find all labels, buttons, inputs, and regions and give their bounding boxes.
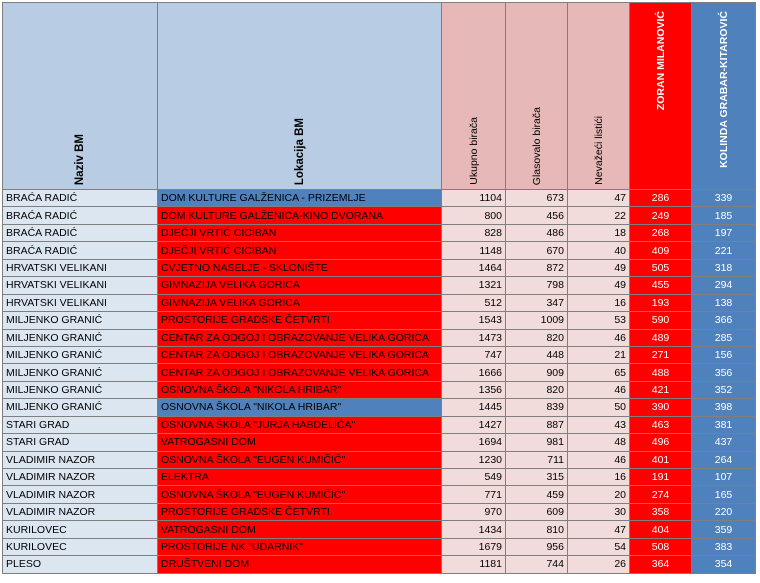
cell-glasovalo: 820 (506, 381, 568, 398)
cell-lokacija: CENTAR ZA ODGOJ I OBRAZOVANJE VELIKA GORICA (158, 329, 442, 346)
cell-kitarovic: 356 (692, 364, 756, 381)
header-naziv (3, 3, 158, 190)
cell-naziv: VLADIMIR NAZOR (3, 469, 158, 486)
cell-glasovalo: 956 (506, 538, 568, 555)
cell-ukupno: 747 (442, 346, 506, 363)
header-naziv-label: Naziv BM (74, 133, 86, 185)
cell-milanovic: 590 (630, 312, 692, 329)
cell-milanovic: 249 (630, 207, 692, 224)
cell-glasovalo: 448 (506, 346, 568, 363)
cell-ukupno: 1104 (442, 190, 506, 207)
header-nevazeci-label: Nevažeći listići (592, 116, 605, 185)
cell-naziv: BRAĆA RADIĆ (3, 242, 158, 259)
cell-glasovalo: 670 (506, 242, 568, 259)
cell-nevazeci: 49 (568, 277, 630, 294)
cell-glasovalo: 909 (506, 364, 568, 381)
cell-kitarovic: 264 (692, 451, 756, 468)
cell-ukupno: 1230 (442, 451, 506, 468)
cell-milanovic: 390 (630, 399, 692, 416)
cell-naziv: MILJENKO GRANIĆ (3, 364, 158, 381)
cell-kitarovic: 366 (692, 312, 756, 329)
cell-kitarovic: 318 (692, 259, 756, 276)
cell-ukupno: 1464 (442, 259, 506, 276)
cell-nevazeci: 46 (568, 451, 630, 468)
cell-milanovic: 455 (630, 277, 692, 294)
cell-lokacija: ELEKTRA (158, 469, 442, 486)
cell-nevazeci: 26 (568, 556, 630, 573)
cell-naziv: HRVATSKI VELIKANI (3, 259, 158, 276)
cell-kitarovic: 197 (692, 224, 756, 241)
cell-nevazeci: 54 (568, 538, 630, 555)
table-row (3, 434, 756, 451)
cell-naziv: HRVATSKI VELIKANI (3, 294, 158, 311)
cell-milanovic: 463 (630, 416, 692, 433)
cell-milanovic: 404 (630, 521, 692, 538)
cell-glasovalo: 810 (506, 521, 568, 538)
cell-naziv: BRAĆA RADIĆ (3, 190, 158, 207)
table-row (3, 224, 756, 241)
table-row (3, 451, 756, 468)
cell-naziv: KURILOVEC (3, 538, 158, 555)
cell-kitarovic: 437 (692, 434, 756, 451)
header-ukupno-label: Ukupno birača (467, 117, 480, 185)
table-row (3, 242, 756, 259)
cell-nevazeci: 30 (568, 503, 630, 520)
cell-ukupno: 1445 (442, 399, 506, 416)
table-row (3, 486, 756, 503)
cell-milanovic: 268 (630, 224, 692, 241)
cell-lokacija: DOM KULTURE GALŽENICA-KINO DVORANA (158, 207, 442, 224)
cell-lokacija: GIMNAZIJA VELIKA GORICA (158, 277, 442, 294)
cell-ukupno: 1321 (442, 277, 506, 294)
cell-lokacija: OSNOVNA ŠKOLA "EUGEN KUMIČIĆ" (158, 486, 442, 503)
cell-ukupno: 1473 (442, 329, 506, 346)
cell-glasovalo: 347 (506, 294, 568, 311)
cell-lokacija: DJEČJI VRTIĆ CICIBAN (158, 224, 442, 241)
cell-glasovalo: 711 (506, 451, 568, 468)
header-glasovalo (506, 3, 568, 190)
header-glasovalo-label: Glasovalo birača (530, 106, 543, 185)
cell-milanovic: 508 (630, 538, 692, 555)
cell-nevazeci: 43 (568, 416, 630, 433)
cell-milanovic: 505 (630, 259, 692, 276)
table-row (3, 346, 756, 363)
cell-glasovalo: 673 (506, 190, 568, 207)
cell-milanovic: 409 (630, 242, 692, 259)
cell-milanovic: 286 (630, 190, 692, 207)
table-row (3, 556, 756, 573)
cell-lokacija: PROSTORIJE GRADSKE ČETVRTI (158, 312, 442, 329)
cell-naziv: MILJENKO GRANIĆ (3, 312, 158, 329)
results-body (3, 190, 756, 574)
cell-ukupno: 1543 (442, 312, 506, 329)
table-row (3, 399, 756, 416)
cell-naziv: MILJENKO GRANIĆ (3, 346, 158, 363)
table-row (3, 469, 756, 486)
cell-glasovalo: 887 (506, 416, 568, 433)
table-row (3, 538, 756, 555)
cell-lokacija: PROSTORIJE GRADSKE ČETVRTI (158, 503, 442, 520)
cell-naziv: MILJENKO GRANIĆ (3, 329, 158, 346)
cell-lokacija: CVJETNO NASELJE - SKLONIŠTE (158, 259, 442, 276)
cell-kitarovic: 294 (692, 277, 756, 294)
cell-milanovic: 358 (630, 503, 692, 520)
table-row (3, 381, 756, 398)
header-kitarovic (692, 3, 756, 190)
cell-kitarovic: 220 (692, 503, 756, 520)
table-row (3, 329, 756, 346)
cell-nevazeci: 21 (568, 346, 630, 363)
cell-lokacija: DJEČJI VRTIĆ CICIBAN (158, 242, 442, 259)
cell-glasovalo: 981 (506, 434, 568, 451)
cell-nevazeci: 16 (568, 294, 630, 311)
header-lokacija-label: Lokacija BM (293, 117, 306, 185)
cell-kitarovic: 138 (692, 294, 756, 311)
cell-glasovalo: 1009 (506, 312, 568, 329)
cell-kitarovic: 165 (692, 486, 756, 503)
cell-naziv: KURILOVEC (3, 521, 158, 538)
cell-glasovalo: 839 (506, 399, 568, 416)
cell-kitarovic: 185 (692, 207, 756, 224)
cell-ukupno: 1666 (442, 364, 506, 381)
cell-ukupno: 1356 (442, 381, 506, 398)
cell-naziv: BRAĆA RADIĆ (3, 207, 158, 224)
header-ukupno (442, 3, 506, 190)
cell-milanovic: 401 (630, 451, 692, 468)
table-row (3, 521, 756, 538)
cell-kitarovic: 156 (692, 346, 756, 363)
cell-lokacija: OSNOVNA ŠKOLA "NIKOLA HRIBAR" (158, 381, 442, 398)
cell-glasovalo: 459 (506, 486, 568, 503)
cell-lokacija: VATROGASNI DOM (158, 434, 442, 451)
cell-ukupno: 1181 (442, 556, 506, 573)
cell-kitarovic: 398 (692, 399, 756, 416)
cell-naziv: VLADIMIR NAZOR (3, 503, 158, 520)
cell-milanovic: 496 (630, 434, 692, 451)
cell-kitarovic: 285 (692, 329, 756, 346)
cell-nevazeci: 47 (568, 521, 630, 538)
cell-kitarovic: 359 (692, 521, 756, 538)
table-row (3, 259, 756, 276)
cell-nevazeci: 47 (568, 190, 630, 207)
cell-kitarovic: 354 (692, 556, 756, 573)
cell-kitarovic: 339 (692, 190, 756, 207)
cell-naziv: BRAĆA RADIĆ (3, 224, 158, 241)
cell-nevazeci: 18 (568, 224, 630, 241)
cell-nevazeci: 16 (568, 469, 630, 486)
cell-lokacija: CENTAR ZA ODGOJ I OBRAZOVANJE VELIKA GORICA (158, 364, 442, 381)
cell-nevazeci: 49 (568, 259, 630, 276)
cell-ukupno: 1694 (442, 434, 506, 451)
cell-glasovalo: 609 (506, 503, 568, 520)
cell-milanovic: 488 (630, 364, 692, 381)
cell-glasovalo: 744 (506, 556, 568, 573)
cell-naziv: STARI GRAD (3, 434, 158, 451)
table-row (3, 364, 756, 381)
cell-nevazeci: 48 (568, 434, 630, 451)
cell-ukupno: 828 (442, 224, 506, 241)
header-kitarovic-label: KOLINDA GRABAR-KITAROVIĆ (717, 11, 730, 168)
cell-naziv: VLADIMIR NAZOR (3, 451, 158, 468)
results-table (2, 2, 756, 574)
cell-nevazeci: 20 (568, 486, 630, 503)
cell-nevazeci: 50 (568, 399, 630, 416)
cell-lokacija: DOM KULTURE GALŽENICA - PRIZEMLJE (158, 190, 442, 207)
cell-naziv: MILJENKO GRANIĆ (3, 381, 158, 398)
cell-lokacija: PROSTORIJE NK "UDARNIK" (158, 538, 442, 555)
cell-milanovic: 274 (630, 486, 692, 503)
cell-milanovic: 364 (630, 556, 692, 573)
cell-kitarovic: 221 (692, 242, 756, 259)
cell-glasovalo: 872 (506, 259, 568, 276)
table-row (3, 312, 756, 329)
cell-ukupno: 1434 (442, 521, 506, 538)
cell-glasovalo: 486 (506, 224, 568, 241)
cell-lokacija: OSNOVNA ŠKOLA "JURJA HABDELIĆA" (158, 416, 442, 433)
cell-nevazeci: 53 (568, 312, 630, 329)
cell-lokacija: CENTAR ZA ODGOJ I OBRAZOVANJE VELIKA GORICA (158, 346, 442, 363)
cell-nevazeci: 22 (568, 207, 630, 224)
cell-ukupno: 1427 (442, 416, 506, 433)
cell-nevazeci: 65 (568, 364, 630, 381)
cell-kitarovic: 381 (692, 416, 756, 433)
table-row (3, 416, 756, 433)
cell-naziv: STARI GRAD (3, 416, 158, 433)
cell-naziv: HRVATSKI VELIKANI (3, 277, 158, 294)
cell-kitarovic: 107 (692, 469, 756, 486)
cell-naziv: MILJENKO GRANIĆ (3, 399, 158, 416)
header-lokacija (158, 3, 442, 190)
cell-ukupno: 1679 (442, 538, 506, 555)
table-row (3, 277, 756, 294)
cell-lokacija: DRUŠTVENI DOM (158, 556, 442, 573)
cell-milanovic: 271 (630, 346, 692, 363)
cell-kitarovic: 383 (692, 538, 756, 555)
cell-lokacija: VATROGASNI DOM (158, 521, 442, 538)
table-row (3, 294, 756, 311)
cell-lokacija: GIMNAZIJA VELIKA GORICA (158, 294, 442, 311)
cell-glasovalo: 456 (506, 207, 568, 224)
cell-ukupno: 800 (442, 207, 506, 224)
cell-milanovic: 421 (630, 381, 692, 398)
cell-ukupno: 512 (442, 294, 506, 311)
cell-glasovalo: 820 (506, 329, 568, 346)
cell-ukupno: 1148 (442, 242, 506, 259)
table-row (3, 207, 756, 224)
cell-nevazeci: 40 (568, 242, 630, 259)
header-milanovic (630, 3, 692, 190)
cell-glasovalo: 315 (506, 469, 568, 486)
cell-glasovalo: 798 (506, 277, 568, 294)
cell-milanovic: 489 (630, 329, 692, 346)
table-row (3, 190, 756, 207)
cell-lokacija: OSNOVNA ŠKOLA "NIKOLA HRIBAR" (158, 399, 442, 416)
cell-ukupno: 549 (442, 469, 506, 486)
header-nevazeci (568, 3, 630, 190)
cell-milanovic: 193 (630, 294, 692, 311)
cell-milanovic: 191 (630, 469, 692, 486)
header-row (3, 3, 756, 190)
table-row (3, 503, 756, 520)
cell-nevazeci: 46 (568, 381, 630, 398)
header-milanovic-label: ZORAN MILANOVIĆ (654, 11, 667, 111)
cell-naziv: PLESO (3, 556, 158, 573)
cell-ukupno: 771 (442, 486, 506, 503)
cell-kitarovic: 352 (692, 381, 756, 398)
cell-naziv: VLADIMIR NAZOR (3, 486, 158, 503)
cell-ukupno: 970 (442, 503, 506, 520)
cell-lokacija: OSNOVNA ŠKOLA "EUGEN KUMIČIĆ" (158, 451, 442, 468)
cell-nevazeci: 46 (568, 329, 630, 346)
